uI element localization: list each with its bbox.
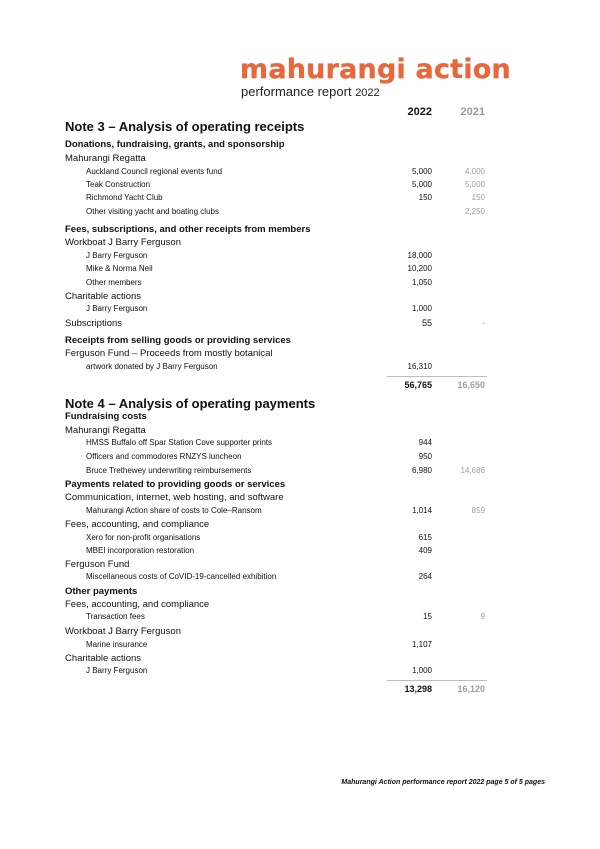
item-label: MBEI incorporation restoration	[86, 546, 195, 555]
group-label: Mahurangi Regatta	[65, 153, 146, 164]
item-label: Xero for non-profit organisations	[86, 533, 201, 542]
group-row	[0, 237, 600, 250]
amount-2022: 1,000	[411, 304, 432, 313]
item-row	[0, 278, 600, 291]
subtitle-year: 2022	[355, 87, 380, 99]
amount-2021: 2,250	[464, 207, 485, 216]
group-label: Ferguson Fund	[65, 559, 130, 570]
amount-2022: 944	[418, 438, 432, 447]
item-row	[0, 251, 600, 264]
item-row	[0, 304, 600, 317]
item-row	[0, 452, 600, 465]
group-label: Ferguson Fund – Proceeds from mostly botanical	[65, 348, 273, 359]
group-row	[0, 425, 600, 438]
group-row	[0, 653, 600, 666]
item-label: Richmond Yacht Club	[86, 193, 163, 202]
amount-2022: 18,000	[407, 251, 432, 260]
amount-2022: 1,000	[411, 666, 432, 675]
group-label: Subscriptions	[65, 318, 123, 329]
group-label: Mahurangi Regatta	[65, 425, 146, 436]
section-label: Fundraising costs	[65, 411, 147, 422]
amount-2021: 5,000	[464, 180, 485, 189]
item-label: artwork donated by J Barry Ferguson	[86, 362, 218, 371]
amount-2021: -	[482, 318, 485, 328]
item-label: Auckland Council regional events fund	[86, 167, 223, 176]
amount-2022: 55	[421, 318, 432, 328]
group-label: Workboat J Barry Ferguson	[65, 626, 181, 637]
item-row	[0, 612, 600, 625]
column-header-previous-year: 2021	[460, 106, 485, 118]
amount-2022: 15	[423, 612, 432, 621]
section-label: Other payments	[65, 586, 138, 597]
amount-2021: 859	[471, 506, 485, 515]
group-row	[0, 519, 600, 532]
section-label: Receipts from selling goods or providing services	[65, 335, 291, 346]
group-label: Communication, internet, web hosting, and software	[65, 492, 284, 503]
amount-2022: 1,014	[411, 506, 432, 515]
amount-2021: 150	[471, 193, 485, 202]
amount-2022: 615	[418, 533, 432, 542]
section-label: Payments related to providing goods or services	[65, 479, 286, 490]
total-row	[0, 380, 600, 393]
amount-2022: 5,000	[411, 180, 432, 189]
subtitle-text: performance report	[241, 84, 352, 99]
item-label: Marine insurance	[86, 640, 148, 649]
item-row	[0, 438, 600, 451]
item-label: HMSS Buffalo off Spar Station Cove supporter prints	[86, 438, 273, 447]
amount-2021: 14,686	[460, 466, 485, 475]
amount-2022: 10,200	[407, 264, 432, 273]
group-row	[0, 492, 600, 505]
item-row	[0, 193, 600, 206]
group-label: Workboat J Barry Ferguson	[65, 237, 181, 248]
amount-2022: 1,050	[411, 278, 432, 287]
section-row	[0, 411, 600, 424]
group-row	[0, 153, 600, 166]
item-label: Bruce Trethewey underwriting reimbursements	[86, 466, 252, 475]
item-row	[0, 640, 600, 653]
item-label: J Barry Ferguson	[86, 251, 148, 260]
page-footer: Mahurangi Action performance report 2022 page 5 of 5 pages	[341, 779, 545, 786]
group-label: Fees, accounting, and compliance	[65, 519, 210, 530]
amount-2022: 409	[418, 546, 432, 555]
amount-2022: 5,000	[411, 167, 432, 176]
amount-2022: 264	[418, 572, 432, 581]
column-header-current-year: 2022	[407, 106, 432, 118]
item-row	[0, 546, 600, 559]
item-row	[0, 362, 600, 375]
item-label: Miscellaneous costs of CoVID-19-cancelled exhibition	[86, 572, 277, 581]
group-row	[0, 348, 600, 361]
item-row	[0, 466, 600, 479]
item-row	[0, 666, 600, 679]
section-row	[0, 335, 600, 348]
amount-2022: 16,310	[407, 362, 432, 371]
note-row	[0, 398, 600, 411]
item-label: Mahurangi Action share of costs to Cole–Ransom	[86, 506, 262, 515]
amount-2021: 4,000	[464, 167, 485, 176]
item-row	[0, 264, 600, 277]
item-row	[0, 207, 600, 220]
section-label: Donations, fundraising, grants, and sponsorship	[65, 139, 285, 150]
section-label: Fees, subscriptions, and other receipts from members	[65, 224, 311, 235]
group-row	[0, 599, 600, 612]
item-label: Other visiting yacht and boating clubs	[86, 207, 219, 216]
item-row	[0, 506, 600, 519]
item-row	[0, 167, 600, 180]
total-rule	[387, 680, 487, 681]
item-label: Transaction fees	[86, 612, 145, 621]
amount-2021: 16,120	[457, 684, 485, 694]
group-row	[0, 626, 600, 639]
group-row	[0, 318, 600, 331]
section-row	[0, 224, 600, 237]
section-row	[0, 139, 600, 152]
item-row	[0, 533, 600, 546]
group-label: Charitable actions	[65, 653, 142, 664]
group-label: Charitable actions	[65, 291, 142, 302]
item-label: J Barry Ferguson	[86, 666, 148, 675]
item-label: Officers and commodores RNZYS luncheon	[86, 452, 242, 461]
amount-2022: 1,107	[411, 640, 432, 649]
total-rule	[387, 376, 487, 377]
amount-2022: 56,765	[404, 380, 432, 390]
amount-2021: 16,650	[457, 380, 485, 390]
amount-2022: 13,298	[404, 684, 432, 694]
item-label: Teak Construction	[86, 180, 151, 189]
item-row	[0, 572, 600, 585]
note-label: Note 3 – Analysis of operating receipts	[65, 119, 305, 134]
note-label: Note 4 – Analysis of operating payments	[65, 396, 316, 411]
item-label: Mike & Norma Neil	[86, 264, 153, 273]
amount-2022: 150	[418, 193, 432, 202]
total-row	[0, 684, 600, 697]
amount-2021: 9	[480, 612, 485, 621]
item-label: Other members	[86, 278, 142, 287]
note-row	[0, 121, 600, 134]
section-row	[0, 479, 600, 492]
amount-2022: 950	[418, 452, 432, 461]
group-row	[0, 559, 600, 572]
group-row	[0, 291, 600, 304]
amount-2022: 6,980	[411, 466, 432, 475]
section-row	[0, 586, 600, 599]
group-label: Fees, accounting, and compliance	[65, 599, 210, 610]
logo-wordmark: mahurangi action	[240, 54, 511, 85]
item-label: J Barry Ferguson	[86, 304, 148, 313]
item-row	[0, 180, 600, 193]
